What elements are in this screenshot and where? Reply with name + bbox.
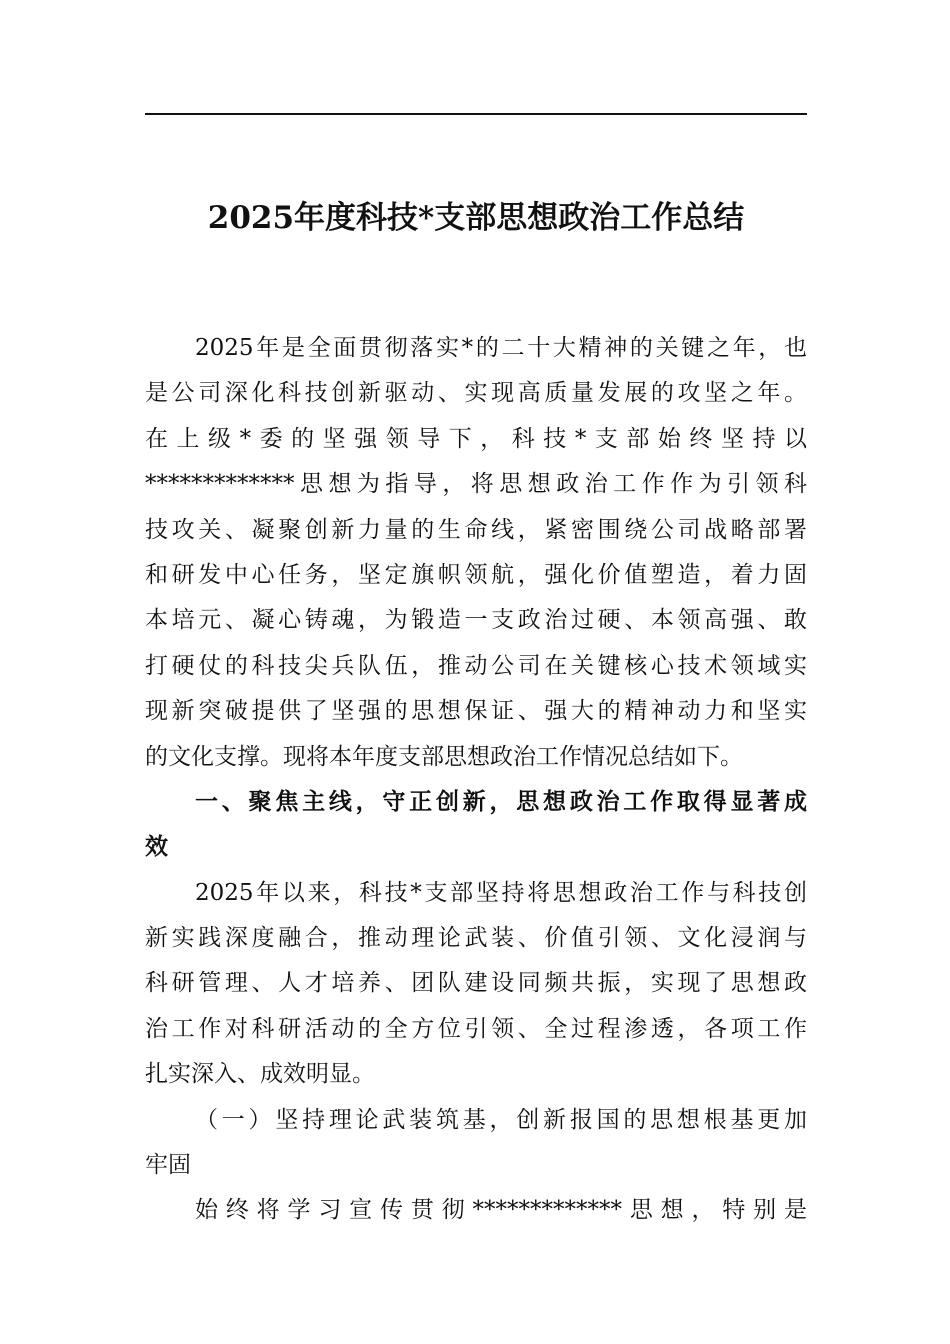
text-line: 一、聚焦主线，守正创新，思想政治工作取得显著成 xyxy=(195,788,807,815)
text-line: 效 xyxy=(145,834,168,861)
text-line: 的文化支撑。现将本年度支部思想政治工作情况总结如下。 xyxy=(145,743,743,770)
text-line: 2025年以来，科技*支部坚持将思想政治工作与科技创 xyxy=(195,879,807,906)
text-line: 科研管理、人才培养、团队建设同频共振，实现了思想政 xyxy=(145,970,807,997)
document-body xyxy=(145,326,807,1234)
header-rule xyxy=(145,113,807,115)
text-line: 在上级*委的坚强领导下，科技*支部始终坚持以 xyxy=(145,425,807,452)
document-title: 2025年度科技*支部思想政治工作总结 xyxy=(207,200,745,236)
text-line: 牢固 xyxy=(145,1152,191,1179)
text-line: 现新突破提供了坚强的思想保证、强大的精神动力和坚实 xyxy=(145,698,807,725)
text-line: （一）坚持理论武装筑基，创新报国的思想根基更加 xyxy=(195,1106,807,1133)
text-line: *************思想为指导，将思想政治工作作为引领科 xyxy=(145,471,807,498)
text-line: 治工作对科研活动的全方位引领、全过程渗透，各项工作 xyxy=(145,1015,807,1042)
text-line: 是公司深化科技创新驱动、实现高质量发展的攻坚之年。 xyxy=(145,380,807,407)
text-line: 和研发中心任务，坚定旗帜领航，强化价值塑造，着力固 xyxy=(145,561,807,588)
text-line: 新实践深度融合，推动理论武装、价值引领、文化浸润与 xyxy=(145,925,807,952)
text-line: 打硬仗的科技尖兵队伍，推动公司在关键核心技术领域实 xyxy=(145,652,807,679)
text-line: 技攻关、凝聚创新力量的生命线，紧密围绕公司战略部署 xyxy=(145,516,807,543)
text-line: 本培元、凝心铸魂，为锻造一支政治过硬、本领高强、敢 xyxy=(145,607,807,634)
text-line: 扎实深入、成效明显。 xyxy=(145,1061,375,1088)
text-line: 始终将学习宣传贯彻*************思想，特别是 xyxy=(195,1197,807,1224)
text-line: 2025年是全面贯彻落实*的二十大精神的关键之年，也 xyxy=(195,335,807,361)
